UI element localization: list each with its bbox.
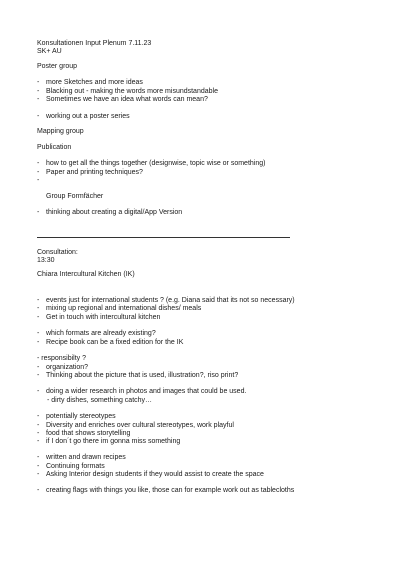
list-item: written and drawn recipes	[46, 454, 126, 461]
bullet-dash	[37, 387, 43, 396]
list-item: thinking about creating a digital/App Version	[46, 209, 183, 216]
list-item: food that shows storytelling	[46, 430, 131, 437]
consultation-name: Chiara Intercultural Kitchen (IK)	[37, 271, 135, 278]
bullet-dash	[37, 95, 43, 104]
mapping-group-heading: Mapping group	[37, 128, 84, 135]
list-item: if I don´t go there im gonna miss something	[46, 438, 181, 445]
bullet-dash	[37, 176, 43, 185]
bullet-dash	[37, 486, 43, 495]
list-item: which formats are already existing?	[46, 330, 156, 337]
consultation-label: Consultation:	[37, 249, 78, 256]
list-item: organization?	[46, 364, 89, 371]
bullet-dash	[37, 313, 43, 322]
list-item: Recipe book can be a fixed edition for the IK	[46, 339, 184, 346]
list-item: more Sketches and more ideas	[46, 79, 143, 86]
list-item: how to get all the things together (designwise, topic wise or something)	[46, 160, 266, 167]
document-subtitle: SK+ AU	[37, 48, 62, 55]
list-subitem: - dirty dishes, something catchy…	[47, 397, 153, 404]
bullet-dash	[37, 371, 43, 380]
list-item: creating flags with things you like, those can for example work out as tablecloths	[46, 487, 295, 494]
bullet-dash	[37, 304, 43, 313]
list-item: potentially stereotypes	[46, 413, 116, 420]
list-item: Continuing formats	[46, 463, 105, 470]
bullet-dash	[37, 112, 43, 121]
list-item: Paper and printing techniques?	[46, 169, 143, 176]
bullet-dash	[37, 329, 43, 338]
bullet-dash	[37, 470, 43, 479]
bullet-dash	[37, 338, 43, 347]
list-item: working out a poster series	[46, 113, 130, 120]
publication-heading: Publication	[37, 144, 72, 151]
list-item: Diversity and enriches over cultural stereotypes, work playful	[46, 422, 234, 429]
list-item: Get in touch with intercultural kitchen	[46, 314, 161, 321]
list-item: Asking Interior design students if they would assist to create the space	[46, 471, 264, 478]
bullet-dash	[37, 78, 43, 87]
bullet-dash	[37, 208, 43, 217]
bullet-dash	[37, 412, 43, 421]
bullet-dash	[37, 159, 43, 168]
poster-group-heading: Poster group	[37, 63, 78, 70]
consultation-time: 13:30	[37, 257, 55, 264]
bullet-dash	[37, 453, 43, 462]
list-item: Thinking about the picture that is used, illustration?, riso print?	[46, 372, 239, 379]
list-item: Sometimes we have an idea what words can mean?	[46, 96, 208, 103]
bullet-dash	[37, 437, 43, 446]
list-item: Blacking out - making the words more misundstandable	[46, 88, 218, 95]
responsibility-line: - responsibilty ?	[37, 355, 87, 362]
list-item: doing a wider research in photos and images that could be used.	[46, 388, 247, 395]
list-item: mixing up regional and international dishes/ meals	[46, 305, 202, 312]
list-item: events just for international students ? (e.g. Diana said that its not so necessary)	[46, 297, 295, 304]
formfaecher-heading: Group Formfächer	[46, 193, 104, 200]
horizontal-divider	[37, 237, 290, 238]
document-title: Konsultationen Input Plenum 7.11.23	[37, 40, 152, 47]
